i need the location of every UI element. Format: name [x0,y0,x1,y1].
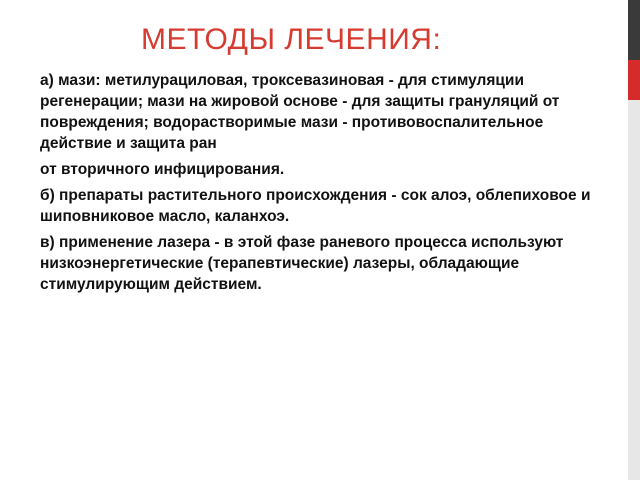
paragraph-laser: в) применение лазера - в этой фазе раневого процесса используют низкоэнергетические (терапевтические) лазеры, обладающие стимулирующим действием. [40,234,564,293]
right-edge-dark-bar [628,0,640,60]
slide-body [40,70,600,300]
right-edge-red-bar [628,60,640,100]
paragraph-herbal-preparations: б) препараты растительного происхождения - сок алоэ, облепиховое и шиповниковое масло, каланхоэ. [40,187,591,225]
slide-title: МЕТОДЫ ЛЕЧЕНИЯ: [141,23,442,56]
paragraph-ointments-continued: от вторичного инфицирования. [40,161,285,178]
paragraph-ointments: а) мази: метилурациловая, троксевазиновая - для стимуляции регенерации; мази на жировой основе - для защиты грануляций от повреждения; водорастворимые мази - противовоспалительное действие и защита ран [40,72,560,152]
